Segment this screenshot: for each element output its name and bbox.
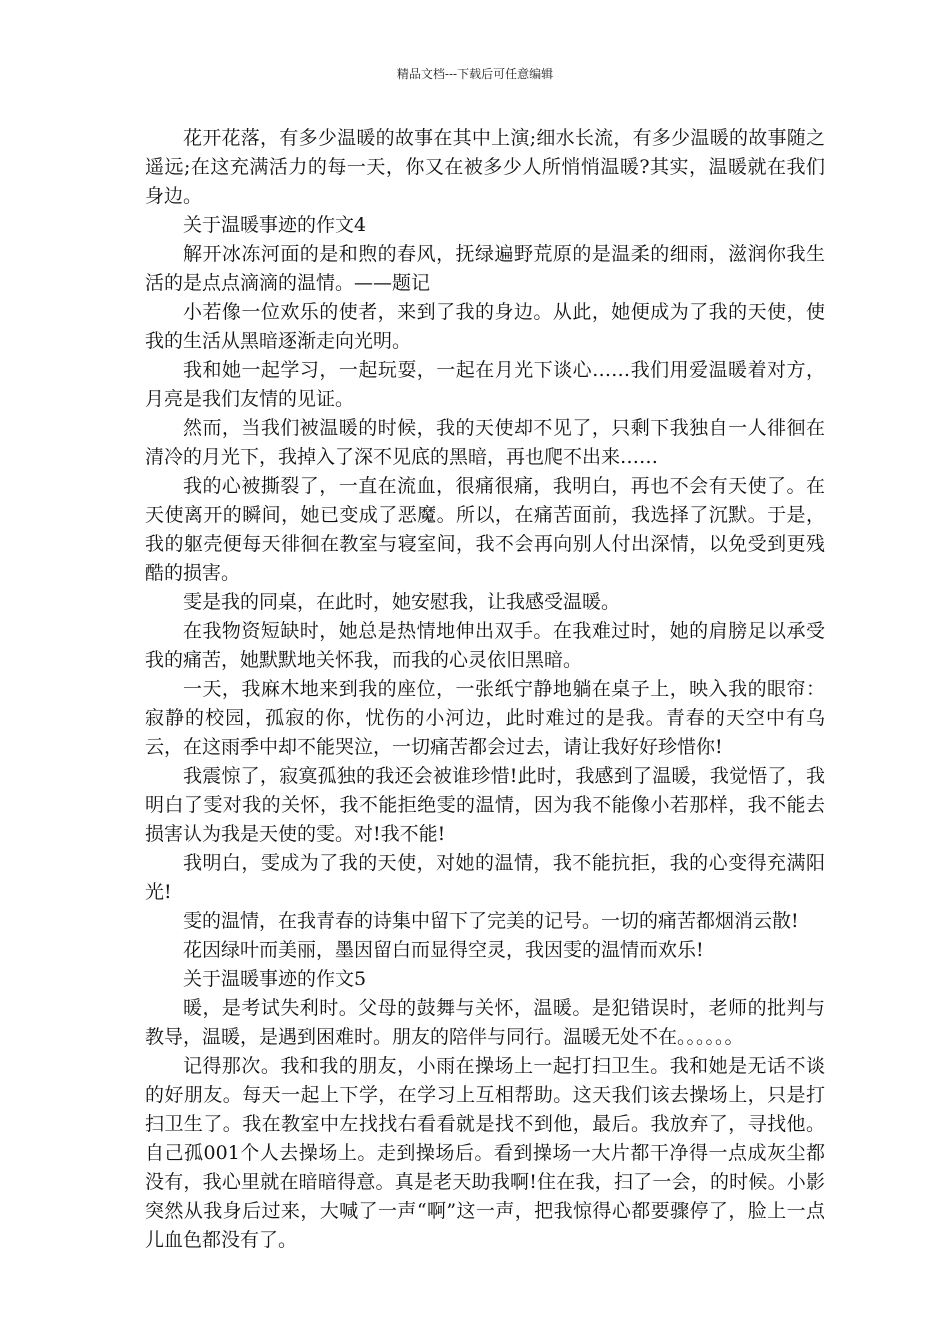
paragraph: 雯的温情，在我青春的诗集中留下了完美的记号。一切的痛苦都烟消云散! bbox=[183, 910, 799, 932]
paragraph: 小若像一位欢乐的使者，来到了我的身边。从此，她便成为了我的天使，使我的生活从黑暗逐渐走向光明。 bbox=[145, 301, 825, 352]
paragraph: 解开冰冻河面的是和煦的春风，抚绿遍野荒原的是温柔的细雨，滋润你我生活的是点点滴滴的温情。——题记 bbox=[145, 243, 825, 294]
paragraph: 我的心被撕裂了，一直在流血，很痛很痛，我明白，再也不会有天使了。在天使离开的瞬间，她已变成了恶魔。所以，在痛苦面前，我选择了沉默。于是，我的躯壳便每天徘徊在教室与寝室间，我不会再向别人付出深情，以免受到更残酷的损害。 bbox=[145, 475, 825, 584]
paragraph: 我明白，雯成为了我的天使，对她的温情，我不能抗拒，我的心变得充满阳光! bbox=[145, 852, 825, 903]
page-header: 精品文档---下载后可任意编辑 bbox=[396, 67, 554, 81]
paragraph: 在我物资短缺时，她总是热情地伸出双手。在我难过时，她的肩膀足以承受我的痛苦，她默默地关怀我，而我的心灵依旧黑暗。 bbox=[145, 620, 825, 671]
paragraph: 我和她一起学习，一起玩耍，一起在月光下谈心……我们用爱温暖着对方，月亮是我们友情的见证。 bbox=[145, 359, 825, 410]
section-heading: 关于温暖事迹的作文4 bbox=[183, 214, 367, 236]
paragraph: 然而，当我们被温暖的时候，我的天使却不见了，只剩下我独自一人徘徊在清冷的月光下，我掉入了深不见底的黑暗，再也爬不出来…… bbox=[145, 417, 825, 468]
paragraph: 暖，是考试失利时。父母的鼓舞与关怀，温暖。是犯错误时，老师的批判与教导，温暖，是遇到困难时。朋友的陪伴与同行。温暖无处不在。。。。。。 bbox=[145, 997, 825, 1048]
paragraph: 我震惊了，寂寞孤独的我还会被谁珍惜!此时，我感到了温暖，我觉悟了，我明白了雯对我的关怀，我不能拒绝雯的温情，因为我不能像小若那样，我不能去损害认为我是天使的雯。对!我不能! bbox=[145, 765, 825, 845]
document-body bbox=[145, 124, 825, 1255]
paragraph: 雯是我的同桌，在此时，她安慰我，让我感受温暖。 bbox=[183, 591, 621, 613]
paragraph: 花开花落，有多少温暖的故事在其中上演;细水长流，有多少温暖的故事随之遥远;在这充满活力的每一天，你又在被多少人所悄悄温暖?其实，温暖就在我们身边。 bbox=[145, 127, 825, 207]
paragraph: 一天，我麻木地来到我的座位，一张纸宁静地躺在桌子上，映入我的眼帘：寂静的校园，孤寂的你，忧伤的小河边，此时难过的是我。青春的天空中有乌云，在这雨季中却不能哭泣，一切痛苦都会过去，请让我好好珍惜你! bbox=[145, 678, 825, 758]
section-heading: 关于温暖事迹的作文5 bbox=[183, 968, 367, 990]
paragraph: 花因绿叶而美丽，墨因留白而显得空灵，我因雯的温情而欢乐! bbox=[183, 939, 704, 961]
paragraph: 记得那次。我和我的朋友，小雨在操场上一起打扫卫生。我和她是无话不谈的好朋友。每天一起上下学，在学习上互相帮助。这天我们该去操场上，只是打扫卫生了。我在教室中左找找右看看就是找不到他，最后。我放弃了，寻找他。自己孤001个人去操场上。走到操场后。看到操场一大片都干净得一点成灰尘都没有，我心里就在暗暗得意。真是老天助我啊!住在我，扫了一会，的时候。小影突然从我身后过来，大喊了一声“啊”这一声，把我惊得心都要骤停了，脸上一点儿血色都没有了。 bbox=[145, 1055, 825, 1251]
